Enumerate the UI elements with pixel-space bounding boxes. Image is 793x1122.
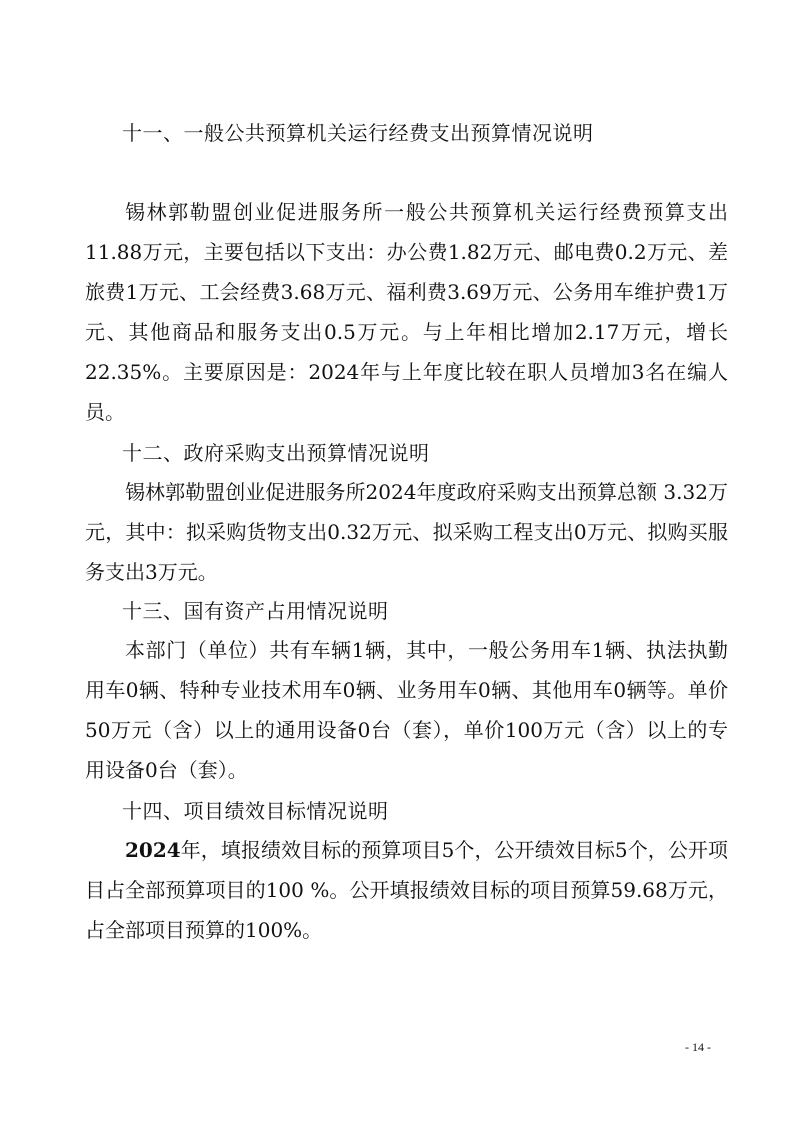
section-heading-13: 十三、国有资产占用情况说明 [122, 599, 389, 623]
section-heading-14: 十四、项目绩效目标情况说明 [122, 799, 389, 823]
section-paragraph-14 [85, 830, 728, 950]
section-heading-11: 十一、一般公共预算机关运行经费支出预算情况说明 [122, 121, 594, 145]
paragraph-body: 年，填报绩效目标的预算项目5个，公开绩效目标5个，公开项目占全部预算项目的100 %。公开填报绩效目标的项目预算59.68万元，占全部项目预算的100%。 [85, 838, 728, 942]
section-paragraph-12: 锡林郭勒盟创业促进服务所2024年度政府采购支出预算总额 3.32万元，其中：拟采购货物支出0.32万元、拟采购工程支出0万元、拟购买服务支出3万元。 [85, 480, 728, 584]
section-paragraph-13: 本部门（单位）共有车辆1辆，其中，一般公务用车1辆、执法执勤用车0辆、特种专业技术用车0辆、业务用车0辆、其他用车0辆等。单价50万元（含）以上的通用设备0台（套），单价100万元（含）以上的专用设备0台（套）。 [85, 638, 728, 782]
paragraph-lead-year: 2024 [125, 838, 181, 862]
page-number: - 14 - [685, 1040, 711, 1054]
section-paragraph-11: 锡林郭勒盟创业促进服务所一般公共预算机关运行经费预算支出11.88万元，主要包括以下支出：办公费1.82万元、邮电费0.2万元、差旅费1万元、工会经费3.68万元、福利费3.69万元、公务用车维护费1万元、其他商品和服务支出0.5万元。与上年相比增加2.17万元，增长22.35%。主要原因是：2024年与上年度比较在职人员增加3名在编人员。 [85, 200, 728, 424]
section-heading-12: 十二、政府采购支出预算情况说明 [122, 441, 430, 465]
